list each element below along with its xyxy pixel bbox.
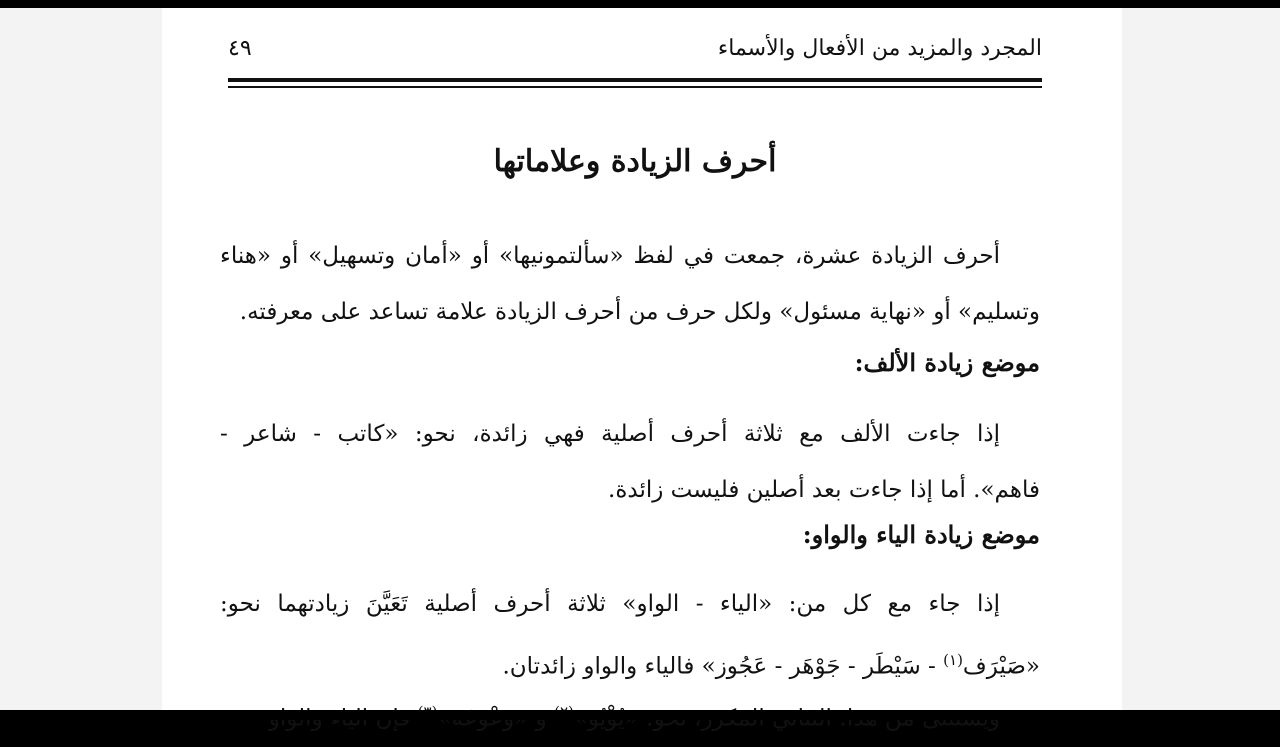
header-rule-thin — [228, 86, 1042, 88]
paragraph-line: وتسليم» أو «نهاية مسئول» ولكل حرف من أحرف الزيادة علامة تساعد على معرفته. — [239, 299, 1040, 325]
page-number: ٤٩ — [228, 36, 252, 61]
letterbox-bottom — [0, 710, 1280, 720]
example-word: «صَيْرَف — [962, 653, 1040, 680]
paragraph-line: أحرف الزيادة عشرة، جمعت في لفظ «سألتمونيها» أو «أمان وتسهيل» أو «هناء — [220, 243, 1000, 269]
paragraph-line: فاهم». أما إذا جاءت بعد أصلين فليست زائدة. — [608, 477, 1040, 503]
ya-waw-paragraph — [220, 576, 1040, 695]
margin-left — [0, 8, 162, 710]
example-rest: - سَيْطَر - جَوْهَر - عَجُوز» فالياء والواو زائدتان. — [502, 653, 944, 680]
section-heading-alif: موضع زيادة الألف: — [854, 348, 1040, 377]
paragraph-line: إذا جاءت الألف مع ثلاثة أحرف أصلية فهي زائدة، نحو: «كاتب - شاعر - — [220, 421, 1000, 447]
book-page — [162, 8, 1122, 710]
running-head — [228, 30, 1042, 70]
section-heading-ya-waw: موضع زيادة الياء والواو: — [802, 520, 1040, 549]
intro-paragraph — [220, 228, 1040, 340]
margin-right — [1122, 8, 1280, 710]
paragraph-line: إذا جاء مع كل من: «الياء - الواو» ثلاثة أحرف أصلية تَعَيَّنَ زيادتهما نحو: — [220, 591, 1000, 617]
chapter-title: أحرف الزيادة وعلاماتها — [493, 144, 777, 179]
header-rule-thick — [228, 78, 1042, 82]
running-title: المجرد والمزيد من الأفعال والأسماء — [717, 36, 1042, 61]
alif-paragraph — [220, 406, 1040, 518]
footnote-marker: (١) — [943, 651, 963, 669]
letterbox-top — [0, 0, 1280, 8]
